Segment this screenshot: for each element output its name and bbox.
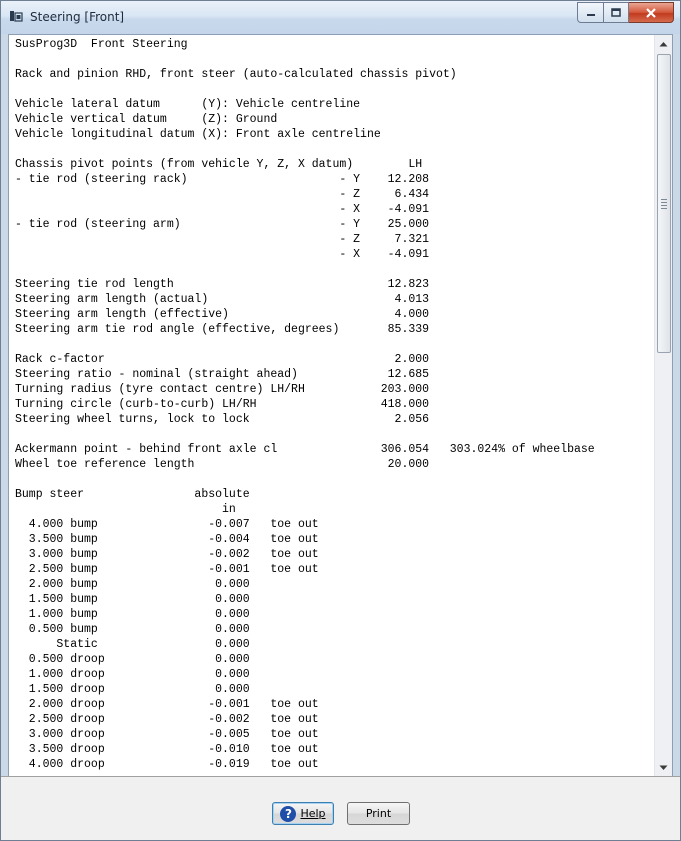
report-line: Bump steer absolute	[15, 488, 250, 501]
report-line: 0.500 bump 0.000	[15, 623, 250, 636]
button-bar	[1, 776, 680, 841]
report-line: 1.500 bump 0.000	[15, 593, 250, 606]
report-view[interactable]	[8, 34, 673, 777]
report-line: - X -4.091	[15, 248, 430, 261]
report-line: 2.000 bump 0.000	[15, 578, 250, 591]
app-icon	[9, 9, 23, 23]
scroll-grip-icon	[661, 199, 667, 211]
close-icon	[645, 8, 657, 18]
report-line: Vehicle lateral datum (Y): Vehicle centreline	[15, 98, 361, 111]
report-line: Steering tie rod length 12.823	[15, 278, 430, 291]
report-line: Steering arm length (effective) 4.000	[15, 308, 430, 321]
report-line: Turning circle (curb-to-curb) LH/RH 418.000	[15, 398, 430, 411]
report-line: 0.500 droop 0.000	[15, 653, 250, 666]
help-label: Help	[300, 807, 326, 820]
report-line: Chassis pivot points (from vehicle Y, Z, X datum) LH	[15, 158, 423, 171]
report-line: 1.000 bump 0.000	[15, 608, 250, 621]
scroll-thumb[interactable]	[657, 54, 671, 353]
report-line: Turning radius (tyre contact centre) LH/RH 203.000	[15, 383, 430, 396]
report-line: Rack and pinion RHD, front steer (auto-calculated chassis pivot)	[15, 68, 457, 81]
report-line: 1.000 droop 0.000	[15, 668, 250, 681]
report-line: 2.500 bump -0.001 toe out	[15, 563, 319, 576]
scroll-up-button[interactable]	[655, 35, 672, 52]
maximize-button[interactable]	[604, 2, 629, 23]
report-line: Vehicle vertical datum (Z): Ground	[15, 113, 278, 126]
minimize-icon	[586, 9, 596, 17]
report-line: SusProg3D Front Steering	[15, 38, 188, 51]
scroll-down-button[interactable]	[655, 759, 672, 776]
report-text-area[interactable]	[15, 37, 655, 775]
report-text	[15, 37, 655, 772]
report-line: Wheel toe reference length 20.000	[15, 458, 430, 471]
scroll-up-icon	[659, 41, 668, 47]
report-line: Steering wheel turns, lock to lock 2.056	[15, 413, 430, 426]
report-line: Vehicle longitudinal datum (X): Front axle centreline	[15, 128, 381, 141]
print-button[interactable]	[347, 802, 410, 825]
scroll-down-icon	[659, 765, 668, 771]
report-line: - Z 7.321	[15, 233, 430, 246]
report-line: 3.500 bump -0.004 toe out	[15, 533, 319, 546]
help-button[interactable]	[272, 802, 334, 825]
report-line: Steering arm length (actual) 4.013	[15, 293, 430, 306]
report-line: 2.000 droop -0.001 toe out	[15, 698, 319, 711]
report-line: 3.000 bump -0.002 toe out	[15, 548, 319, 561]
report-line: in	[15, 503, 236, 516]
report-line: - tie rod (steering arm) - Y 25.000	[15, 218, 430, 231]
help-question-icon: ?	[280, 806, 296, 822]
report-line: 1.500 droop 0.000	[15, 683, 250, 696]
vertical-scrollbar[interactable]	[654, 35, 672, 776]
report-line: 4.000 bump -0.007 toe out	[15, 518, 319, 531]
report-line: 4.000 droop -0.019 toe out	[15, 758, 319, 771]
report-line: - X -4.091	[15, 203, 430, 216]
report-line: Ackermann point - behind front axle cl 306.054 303.024% of wheelbase	[15, 443, 595, 456]
window-title: Steering [Front]	[30, 10, 125, 24]
report-line: Steering ratio - nominal (straight ahead) 12.685	[15, 368, 430, 381]
maximize-icon	[611, 8, 621, 17]
report-line: 3.500 droop -0.010 toe out	[15, 743, 319, 756]
close-button[interactable]	[629, 2, 674, 23]
minimize-button[interactable]	[577, 2, 604, 23]
report-line: - Z 6.434	[15, 188, 430, 201]
report-line: Static 0.000	[15, 638, 250, 651]
title-bar[interactable]	[1, 1, 680, 34]
print-label: Print	[365, 807, 392, 820]
report-line: 3.000 droop -0.005 toe out	[15, 728, 319, 741]
report-line: 2.500 droop -0.002 toe out	[15, 713, 319, 726]
report-line: - tie rod (steering rack) - Y 12.208	[15, 173, 430, 186]
report-line: Steering arm tie rod angle (effective, degrees) 85.339	[15, 323, 430, 336]
caption-buttons	[577, 2, 674, 22]
report-line: Rack c-factor 2.000	[15, 353, 430, 366]
